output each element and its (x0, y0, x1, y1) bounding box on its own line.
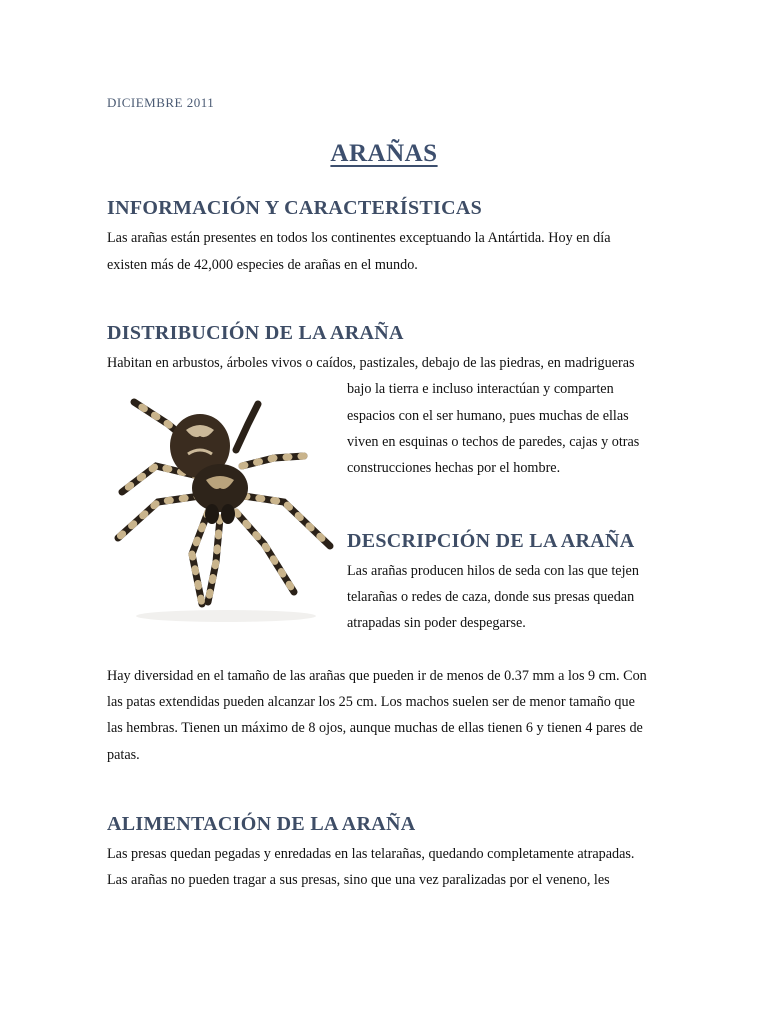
feeding-line: Las presas quedan pegadas y enredadas en las telarañas, quedando completamente atrapadas. (107, 846, 635, 862)
description-paragraph-line: patas. (107, 747, 140, 763)
document-title: ARAÑAS (330, 140, 438, 167)
distribution-line: viven en esquinas o techos de paredes, cajas y otras (347, 434, 640, 450)
distribution-line: espacios con el ser humano, pues muchas de ellas (347, 408, 629, 424)
description-line: telarañas o redes de caza, donde sus presas quedan (347, 589, 635, 605)
feeding-line: Las arañas no pueden tragar a sus presas, sino que una vez paralizadas por el veneno, les (107, 872, 610, 888)
description-paragraph-line: las hembras. Tienen un máximo de 8 ojos, aunque muchas de ellas tienen 6 y tienen 4 pares de (107, 720, 643, 736)
spider-image (108, 384, 340, 626)
description-paragraph-line: Hay diversidad en el tamaño de las arañas que pueden ir de menos de 0.37 mm a los 9 cm. Con (107, 668, 647, 684)
heading-description: DESCRIPCIÓN DE LA ARAÑA (347, 530, 635, 552)
heading-feeding: ALIMENTACIÓN DE LA ARAÑA (107, 813, 416, 835)
description-line: atrapadas sin poder despegarse. (347, 615, 526, 631)
heading-info: INFORMACIÓN Y CARACTERÍSTICAS (107, 197, 483, 219)
description-paragraph-line: las patas extendidas pueden alcanzar los 25 cm. Los machos suelen ser de menor tamaño que (107, 694, 635, 710)
distribution-line: construcciones hechas por el hombre. (347, 460, 561, 476)
heading-distribution: DISTRIBUCIÓN DE LA ARAÑA (107, 322, 404, 344)
distribution-line: Habitan en arbustos, árboles vivos o caídos, pastizales, debajo de las piedras, en madrigueras (107, 355, 635, 371)
description-line: Las arañas producen hilos de seda con las que tejen (347, 563, 639, 579)
info-line: existen más de 42,000 especies de arañas en el mundo. (107, 257, 418, 273)
info-line: Las arañas están presentes en todos los continentes exceptuando la Antártida. Hoy en día (107, 230, 611, 246)
distribution-line: bajo la tierra e incluso interactúan y comparten (347, 381, 614, 397)
document-date: DICIEMBRE 2011 (107, 95, 215, 110)
